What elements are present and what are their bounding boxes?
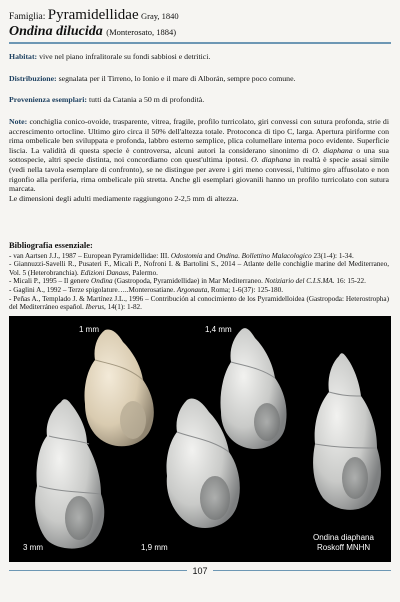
habitat-paragraph [9,52,389,62]
page-number: 107 [187,566,213,576]
shell-specimen-1mm [84,330,153,447]
notes-species-1: O. diaphana [312,145,353,155]
notes-text-1: conchiglia conico-ovoide, trasparente, vitrea, fragile, profilo turricolato, giri convessi con sutura profonda, strie di accrescimento ortocline. Ultimo giro circa il 50% dell'altezza totale. Protoconca di tipo C, larga. Apertura piriforme con rima ombelicale ben sviluppata e profonda, labbro esterno semplice, plica columellare interna poco evidente. Superficie liscia. La validità di questa specie è controversa, alcuni autori la considerano sinonimo di [9,117,389,155]
plate-caption-species: Ondina diaphana [313,533,374,542]
species-name: Ondina dilucida [9,24,103,39]
scale-label-1mm: 1 mm [79,325,99,334]
species-heading [9,24,176,40]
family-heading [9,7,179,24]
notes-text-2: o una sua sottospecie, altri specie distinta, noi concordiamo con quest'ultima ipotesi. [9,145,389,165]
bibliography [9,241,389,312]
notes-paragraph [9,117,389,203]
family-label: Famiglia: [9,12,46,22]
bibliography-entry: - Peñas A., Templado J. & Martínez J.L., 1996 – Contribución al conocimiento de los Pyramidelloidea (Gastropoda: Heterostropha) del Mediterráneo español. Iberus, 14(1): 1-82. [9,294,389,312]
bibliography-heading: Bibliografia essenziale: [9,240,93,250]
distribution-label: Distribuzione: [9,74,57,83]
shell-plate-image [9,316,391,562]
scale-label-1-9mm: 1,9 mm [141,543,168,552]
bibliography-entry: - Micali P., 1995 – Il genere Ondina (Gastropoda, Pyramidellidae) in Mar Mediterraneo. Notiziario del C.I.S.MA. 16: 15-22. [9,277,366,286]
distribution-text: segnalata per il Tirreno, lo Ionio e il mare di Alborán, sempre poco comune. [58,74,296,83]
shell-plate [9,316,391,562]
provenance-label: Provenienza esemplari: [9,95,88,104]
shell-specimen-diaphana [313,353,381,510]
header-rule [9,42,391,44]
habitat-label: Habitat: [9,52,38,61]
distribution-paragraph [9,74,389,84]
bibliography-entry: - Giannuzzi-Savelli R., Pusateri F., Micali P., Nofroni I. & Bartolini S., 2014 – Atlante delle conchiglie marine del Mediterraneo, Vol. 5 (Heterobranchia). Edizioni Danaus, Palermo. [9,260,389,277]
shell-specimen-1-4mm [220,328,286,449]
scale-label-1-4mm: 1,4 mm [205,325,232,334]
notes-text-3: in realtà è specie assai simile (vedi nella tavola esemplare di confronto), se ne distingue per avere i giri meno convessi, l'ultimo giro affusolato e non rigonfio alla periferia, rima ombelicale più stretta. Anche gli esemplari giovanili hanno un profilo turricolato con sutura marcata. [9,155,389,194]
notes-species-2: O. diaphana [251,155,292,165]
provenance-text: tutti da Catania a 50 m di profondità. [88,95,205,104]
species-author: (Monterosato, 1884) [106,27,177,37]
family-name: Pyramidellidae [47,7,139,23]
provenance-paragraph [9,95,389,105]
notes-text-4: Le dimensioni degli adulti mediamente raggiungono 2-2,5 mm di altezza. [9,193,239,203]
notes-label: Note: [9,117,28,126]
family-author: Gray, 1840 [140,11,179,21]
bibliography-entry: - Gaglini A., 1992 – Terze spigolature…..Monterosatiane. Argonauta, Roma; 1-6(37): 125-180. [9,285,283,294]
plate-caption-collection: Roskoff MNHN [317,543,371,552]
scale-label-3mm: 3 mm [23,543,43,552]
bibliography-entry: - van Aartsen J.J., 1987 – European Pyramidellidae: III. Odostomia and Ondina. Bollettino Malacologico 23(1-4): 1-34. [9,251,354,260]
habitat-text: vive nel piano infralitorale su fondi sabbiosi e detritici. [39,52,211,61]
